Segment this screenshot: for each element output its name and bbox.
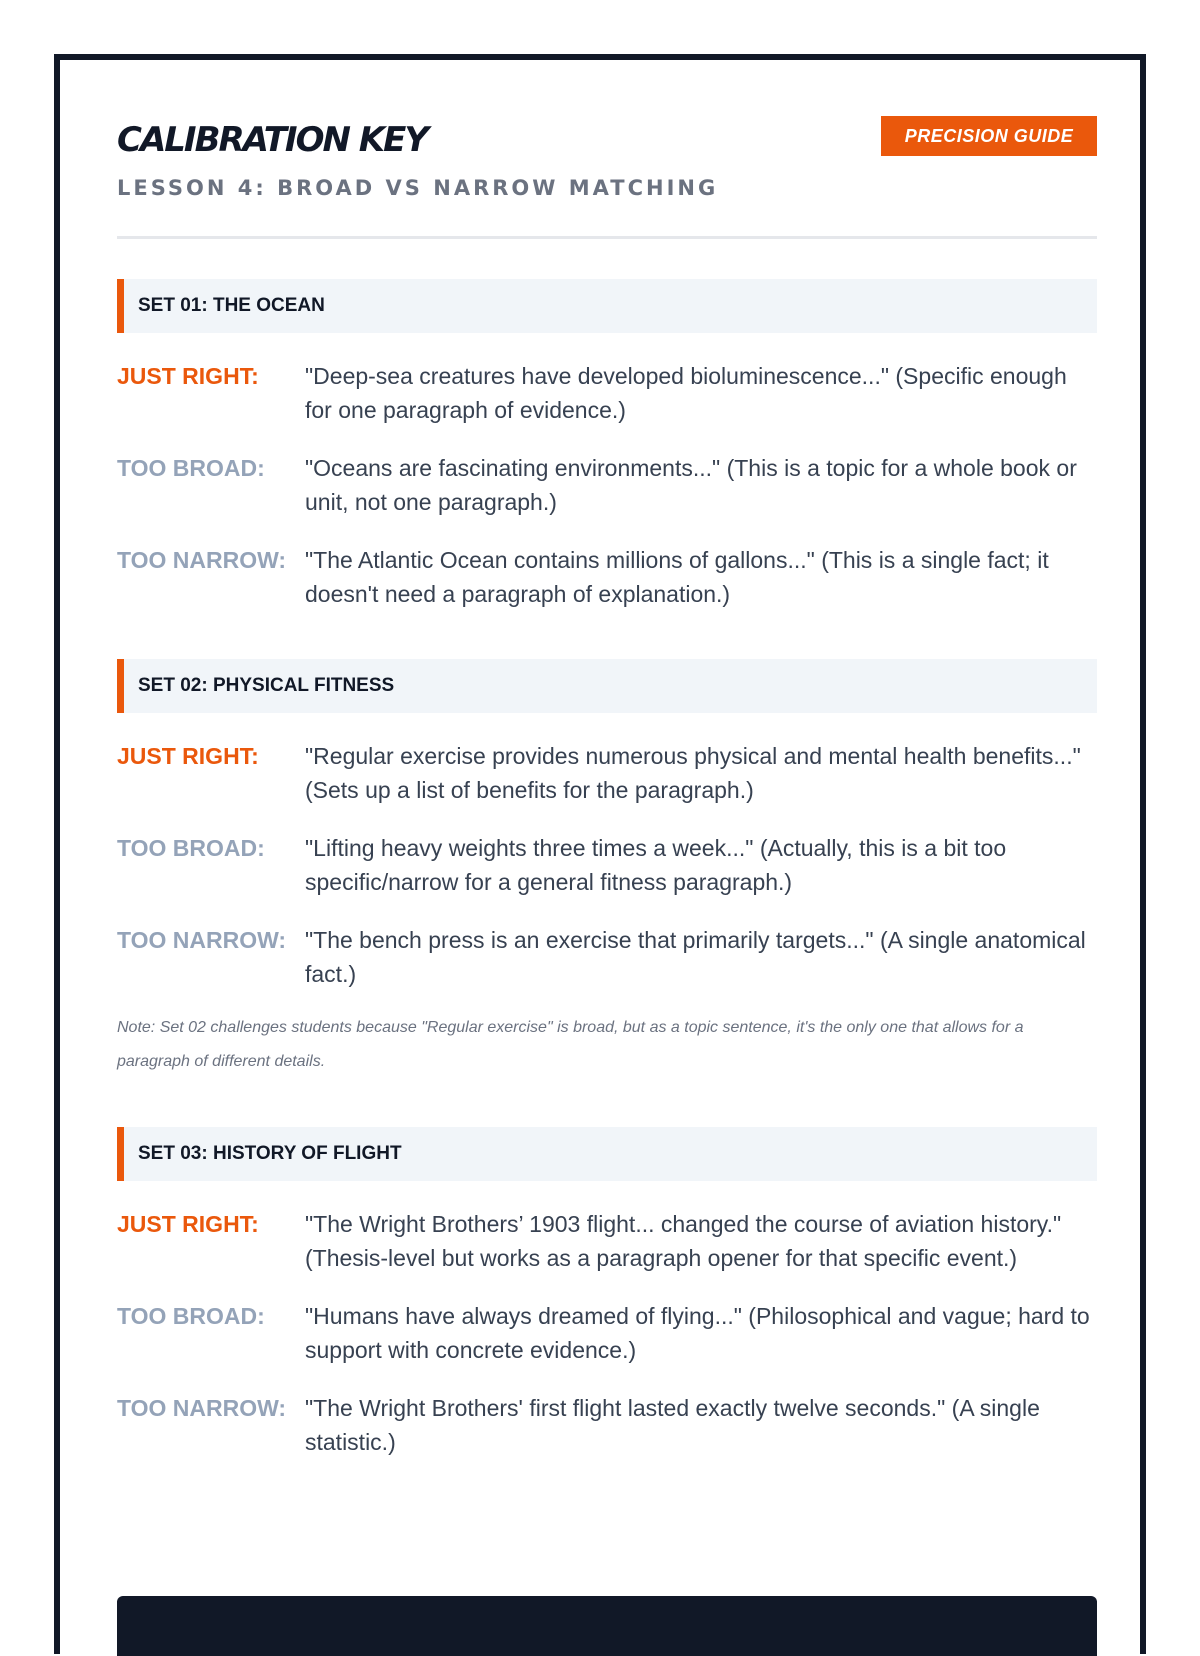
- answer-row-just-right: [117, 359, 1097, 427]
- answer-row-just-right: [117, 739, 1097, 807]
- row-label: TOO BROAD:: [117, 455, 265, 481]
- row-label: JUST RIGHT:: [117, 1211, 259, 1237]
- precision-guide-badge: PRECISION GUIDE: [881, 116, 1097, 156]
- set-header: SET 02: PHYSICAL FITNESS: [117, 659, 1097, 713]
- row-label: JUST RIGHT:: [117, 363, 259, 389]
- set-history-of-flight: [117, 1127, 1097, 1459]
- row-label: TOO BROAD:: [117, 1303, 265, 1329]
- answer-row-too-broad: [117, 1299, 1097, 1367]
- answer-row-too-narrow: [117, 1391, 1097, 1459]
- row-text: "Lifting heavy weights three times a week..." (Actually, this is a bit too specific/narrow for a general fitness paragraph.): [305, 835, 1007, 895]
- footer-bar: [117, 1596, 1097, 1656]
- lesson-subtitle: LESSON 4: BROAD VS NARROW MATCHING: [117, 176, 719, 200]
- row-label: TOO NARROW:: [117, 1395, 287, 1421]
- row-text: "The Atlantic Ocean contains millions of gallons..." (This is a single fact; it doesn't need a paragraph of explanation.): [305, 547, 1049, 607]
- row-text: "Regular exercise provides numerous physical and mental health benefits..." (Sets up a list of benefits for the paragraph.): [305, 743, 1081, 803]
- set-note: Note: Set 02 challenges students because "Regular exercise" is broad, but as a topic sentence, it's the only one that allows for a paragraph of different details.: [117, 1019, 1024, 1070]
- row-text: "The bench press is an exercise that primarily targets..." (A single anatomical fact.): [305, 927, 1086, 987]
- set-physical-fitness: [117, 659, 1097, 1079]
- calibration-key-card: [54, 54, 1146, 1654]
- set-header: SET 03: HISTORY OF FLIGHT: [117, 1127, 1097, 1181]
- set-header: SET 01: THE OCEAN: [117, 279, 1097, 333]
- row-text: "The Wright Brothers' first flight lasted exactly twelve seconds." (A single statistic.): [305, 1395, 1040, 1455]
- answer-row-too-broad: [117, 451, 1097, 519]
- page-title: CALIBRATION KEY: [117, 120, 427, 160]
- answer-row-just-right: [117, 1207, 1097, 1275]
- set-ocean: [117, 279, 1097, 611]
- row-label: JUST RIGHT:: [117, 743, 259, 769]
- row-label: TOO BROAD:: [117, 835, 265, 861]
- row-label: TOO NARROW:: [117, 927, 287, 953]
- row-text: "Oceans are fascinating environments..." (This is a topic for a whole book or unit, not one paragraph.): [305, 455, 1077, 515]
- row-label: TOO NARROW:: [117, 547, 287, 573]
- answer-row-too-broad: [117, 831, 1097, 899]
- page-header: [117, 60, 1097, 239]
- row-text: "Humans have always dreamed of flying..." (Philosophical and vague; hard to support with concrete evidence.): [305, 1303, 1090, 1363]
- row-text: "Deep-sea creatures have developed bioluminescence..." (Specific enough for one paragraph of evidence.): [305, 363, 1067, 423]
- row-text: "The Wright Brothers’ 1903 flight... changed the course of aviation history." (Thesis-level but works as a paragraph opener for that specific event.): [305, 1211, 1062, 1271]
- answer-row-too-narrow: [117, 543, 1097, 611]
- card-content: [117, 60, 1097, 1459]
- answer-row-too-narrow: [117, 923, 1097, 991]
